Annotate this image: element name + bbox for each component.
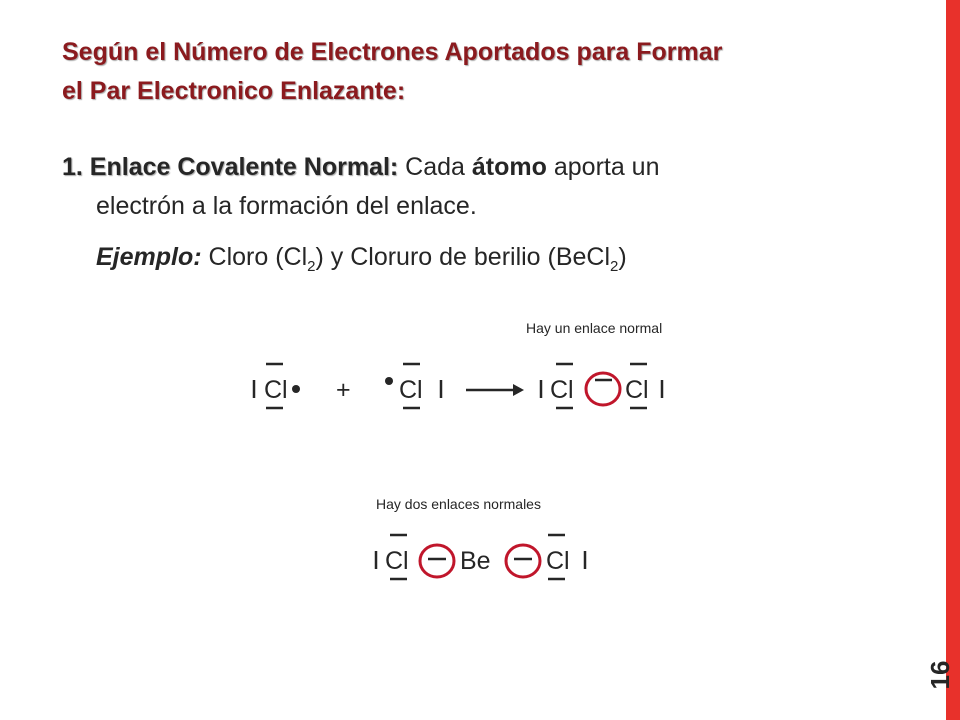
atom-b-symbol: Cl <box>399 376 423 404</box>
bond-highlight-ring-left <box>420 545 454 577</box>
beryllium-symbol: Be <box>460 547 491 575</box>
point-line-2: electrón a la formación del enlace. <box>96 192 477 220</box>
product-atom-b-symbol: Cl <box>625 376 649 404</box>
plus-sign: + <box>336 376 351 404</box>
left-chlorine-symbol: Cl <box>385 547 409 575</box>
subscript-1: 2 <box>307 258 316 275</box>
point-label: 1. Enlace Covalente Normal: <box>62 153 399 181</box>
page-number: 16 <box>925 660 955 690</box>
subscript-2: 2 <box>610 258 619 275</box>
title-line-1: Según el Número de Electrones Aportados para Formar <box>62 38 723 66</box>
bond-highlight-ring <box>586 373 620 405</box>
diagram2-caption: Hay dos enlaces normales <box>376 496 541 512</box>
example-part-2: ) y Cloruro de berilio (BeCl <box>315 243 611 271</box>
chlorine-atom-b <box>385 364 441 408</box>
example-part-1: Cloro (Cl <box>201 243 308 271</box>
right-chlorine-symbol: Cl <box>546 547 570 575</box>
diagram1-caption: Hay un enlace normal <box>526 320 663 336</box>
atom-word: átomo <box>471 153 547 181</box>
beryllium-chloride-diagram <box>376 535 585 579</box>
atom-a-symbol: Cl <box>264 376 288 404</box>
reaction-diagram <box>254 364 662 408</box>
point-text-after: aporta un <box>546 153 660 181</box>
title-line-2: el Par Electronico Enlazante: <box>62 77 406 105</box>
example-part-3: ) <box>618 243 627 271</box>
bond-highlight-ring-right <box>506 545 540 577</box>
reaction-arrow <box>466 384 524 396</box>
chlorine-atom-a <box>254 364 300 408</box>
unpaired-electron-a <box>292 385 300 393</box>
product-atom-a-symbol: Cl <box>550 376 574 404</box>
unpaired-electron-b <box>385 377 393 385</box>
example-label: Ejemplo: <box>96 243 202 271</box>
chlorine-molecule <box>541 364 662 408</box>
point-text-before: Cada <box>398 153 472 181</box>
